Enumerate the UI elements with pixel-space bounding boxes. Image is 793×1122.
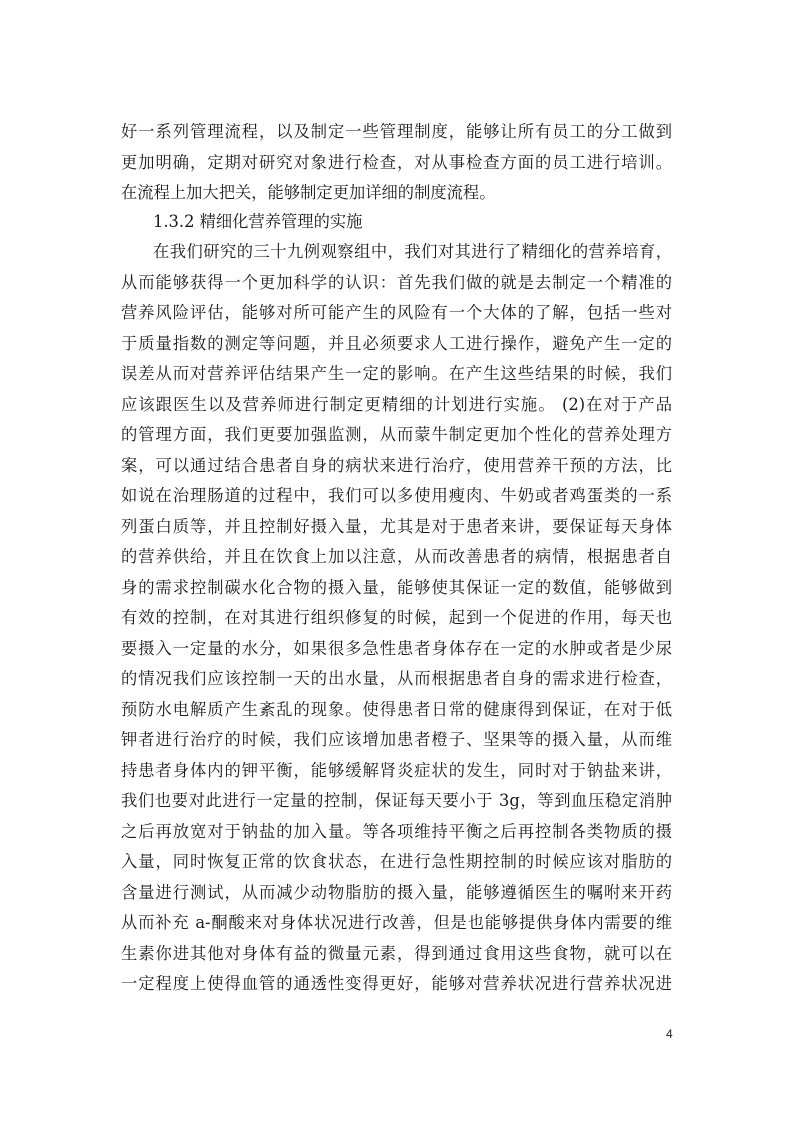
text-line: 身的需求控制碳水化合物的摄入量，能够使其保证一定的数值，能够做到 [121, 578, 672, 597]
text-line: 有效的控制，在对其进行组织修复的时候，起到一个促进的作用，每天也 [121, 608, 672, 627]
text-line: 在我们研究的三十九例观察组中，我们对其进行了精细化的营养培育， [153, 242, 672, 261]
text-line: 于质量指数的测定等问题，并且必须要求人工进行操作，避免产生一定的 [121, 334, 672, 353]
text-line: 之后再放宽对于钠盐的加入量。等各项维持平衡之后再控制各类物质的摄 [121, 822, 672, 841]
text-line: 如说在治理肠道的过程中，我们可以多使用瘦肉、牛奶或者鸡蛋类的一系 [121, 486, 672, 505]
text-line: 从而补充 a-酮酸来对身体状况进行改善，但是也能够提供身体内需要的维 [121, 913, 672, 932]
text-line: 的情况我们应该控制一天的出水量，从而根据患者自身的需求进行检查， [121, 669, 672, 688]
text-line: 的营养供给，并且在饮食上加以注意，从而改善患者的病情，根据患者自 [121, 547, 672, 566]
text-line: 生素你进其他对身体有益的微量元素，得到通过食用这些食物，就可以在 [121, 944, 672, 963]
text-line: 要摄入一定量的水分，如果很多急性患者身体存在一定的水肿或者是少尿 [121, 639, 672, 658]
text-line: 更加明确，定期对研究对象进行检查，对从事检查方面的员工进行培训。 [121, 153, 672, 172]
text-line: 预防水电解质产生紊乱的现象。使得患者日常的健康得到保证，在对于低 [121, 700, 672, 719]
text-line: 应该跟医生以及营养师进行制定更精细的计划进行实施。 (2)在对于产品 [121, 395, 672, 414]
text-line: 的管理方面，我们更要加强监测，从而蒙牛制定更加个性化的营养处理方 [121, 425, 672, 444]
text-line: 误差从而对营养评估结果产生一定的影响。在产生这些结果的时候，我们 [121, 364, 672, 383]
text-line: 在流程上加大把关，能够制定更加详细的制度流程。 [121, 183, 496, 202]
text-line: 营养风险评估，能够对所可能产生的风险有一个大体的了解，包括一些对 [121, 303, 672, 322]
text-line: 我们也要对此进行一定量的控制，保证每天要小于 3g，等到血压稳定消肿 [121, 791, 672, 810]
text-line: 含量进行测试，从而减少动物脂肪的摄入量，能够遵循医生的嘱咐来开药 [121, 883, 672, 902]
text-line: 列蛋白质等，并且控制好摄入量，尤其是对于患者来讲，要保证每天身体 [121, 517, 672, 536]
text-line: 好一系列管理流程，以及制定一些管理制度，能够让所有员工的分工做到 [121, 122, 672, 141]
text-line: 从而能够获得一个更加科学的认识：首先我们做的就是去制定一个精准的 [121, 273, 672, 292]
text-line: 持患者身体内的钾平衡，能够缓解肾炎症状的发生，同时对于钠盐来讲， [121, 761, 672, 780]
text-line: 入量，同时恢复正常的饮食状态，在进行急性期控制的时候应该对脂肪的 [121, 852, 672, 871]
text-line: 案，可以通过结合患者自身的病状来进行治疗，使用营养干预的方法，比 [121, 456, 672, 475]
section-heading: 1.3.2 精细化营养管理的实施 [153, 212, 363, 231]
text-line: 钾者进行治疗的时候，我们应该增加患者橙子、坚果等的摄入量，从而维 [121, 730, 672, 749]
page-number: 4 [666, 1027, 673, 1041]
text-line: 一定程度上使得血管的通透性变得更好，能够对营养状况进行营养状况进 [121, 974, 672, 993]
